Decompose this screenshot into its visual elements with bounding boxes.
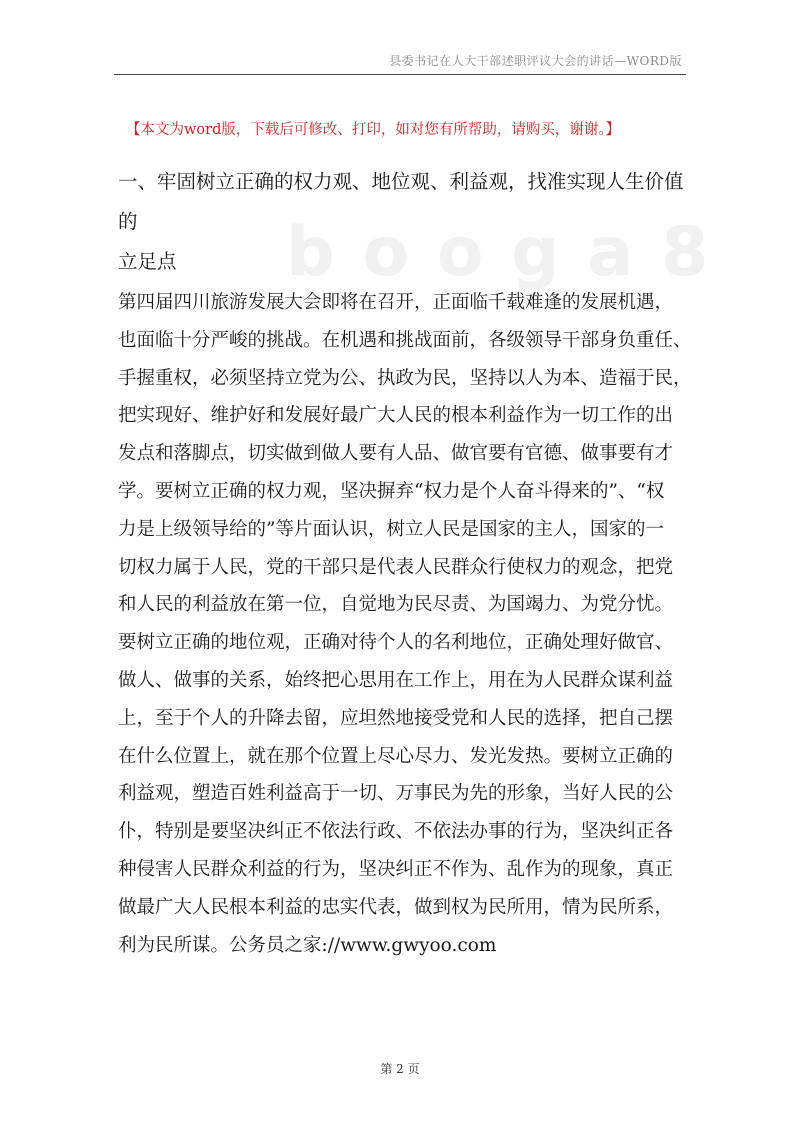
body-line: 要树立正确的地位观，正确对待个人的名利地位，正确处理好做官、	[118, 632, 674, 654]
heading-line: 立足点	[118, 250, 177, 273]
body-line: 在什么位置上，就在那个位置上尽心尽力、发光发热。要树立正确的	[118, 745, 674, 767]
body-line: 学。要树立正确的权力观，坚决摒弃“权力是个人奋斗得来的”、“权	[118, 480, 665, 502]
body-line: 手握重权，必须坚持立党为公、执政为民，坚持以人为本、造福于民，	[118, 367, 692, 389]
body-line: 种侵害人民群众利益的行为，坚决纠正不作为、乱作为的现象，真正	[118, 858, 674, 880]
body-line: 第四届四川旅游发展大会即将在召开，正面临千载难逢的发展机遇，	[118, 292, 674, 313]
purchase-notice: 【本文为word版，下载后可修改、打印，如对您有所帮助，请购买，谢谢。】	[126, 122, 621, 138]
body-line: 和人民的利益放在第一位，自觉地为民尽责、为国竭力、为党分忧。	[118, 594, 674, 616]
body-paragraph	[118, 284, 692, 964]
body-line: 切权力属于人民，党的干部只是代表人民群众行使权力的观念，把党	[118, 556, 674, 578]
body-line: 做最广大人民根本利益的忠实代表，做到权为民所用，情为民所系，	[118, 896, 674, 918]
body-line: 仆，特别是要坚决纠正不依法行政、不依法办事的行为，坚决纠正各	[118, 821, 674, 843]
body-line: 把实现好、维护好和发展好最广大人民的根本利益作为一切工作的出	[118, 405, 674, 427]
page-number: 第 2 页	[380, 1062, 420, 1076]
body-line: 利益观，塑造百姓利益高于一切、万事民为先的形象，当好人民的公	[118, 783, 674, 805]
heading-line: 一、牢固树立正确的权力观、地位观、利益观，找准实现人生价值的	[118, 170, 684, 233]
body-line: 做人、做事的关系，始终把心思用在工作上，用在为人民群众谋利益	[118, 669, 674, 691]
section-heading	[118, 162, 688, 282]
header-divider	[114, 74, 686, 75]
body-line: 力是上级领导给的”等片面认识，树立人民是国家的主人，国家的一	[118, 518, 664, 540]
background-watermark: b o o g a 8	[286, 213, 711, 292]
body-line: 利为民所谋。公务员之家://www.gwyoo.com	[118, 934, 497, 956]
body-line: 发点和落脚点，切实做到做人要有人品、做官要有官德、做事要有才	[118, 443, 674, 465]
body-line: 也面临十分严峻的挑战。在机遇和挑战面前，各级领导干部身负重任、	[118, 329, 692, 351]
document-header-title: 县委书记在人大干部述职评议大会的讲话—WORD版	[389, 54, 682, 68]
body-line: 上，至于个人的升降去留，应坦然地接受党和人民的选择，把自己摆	[118, 707, 674, 729]
